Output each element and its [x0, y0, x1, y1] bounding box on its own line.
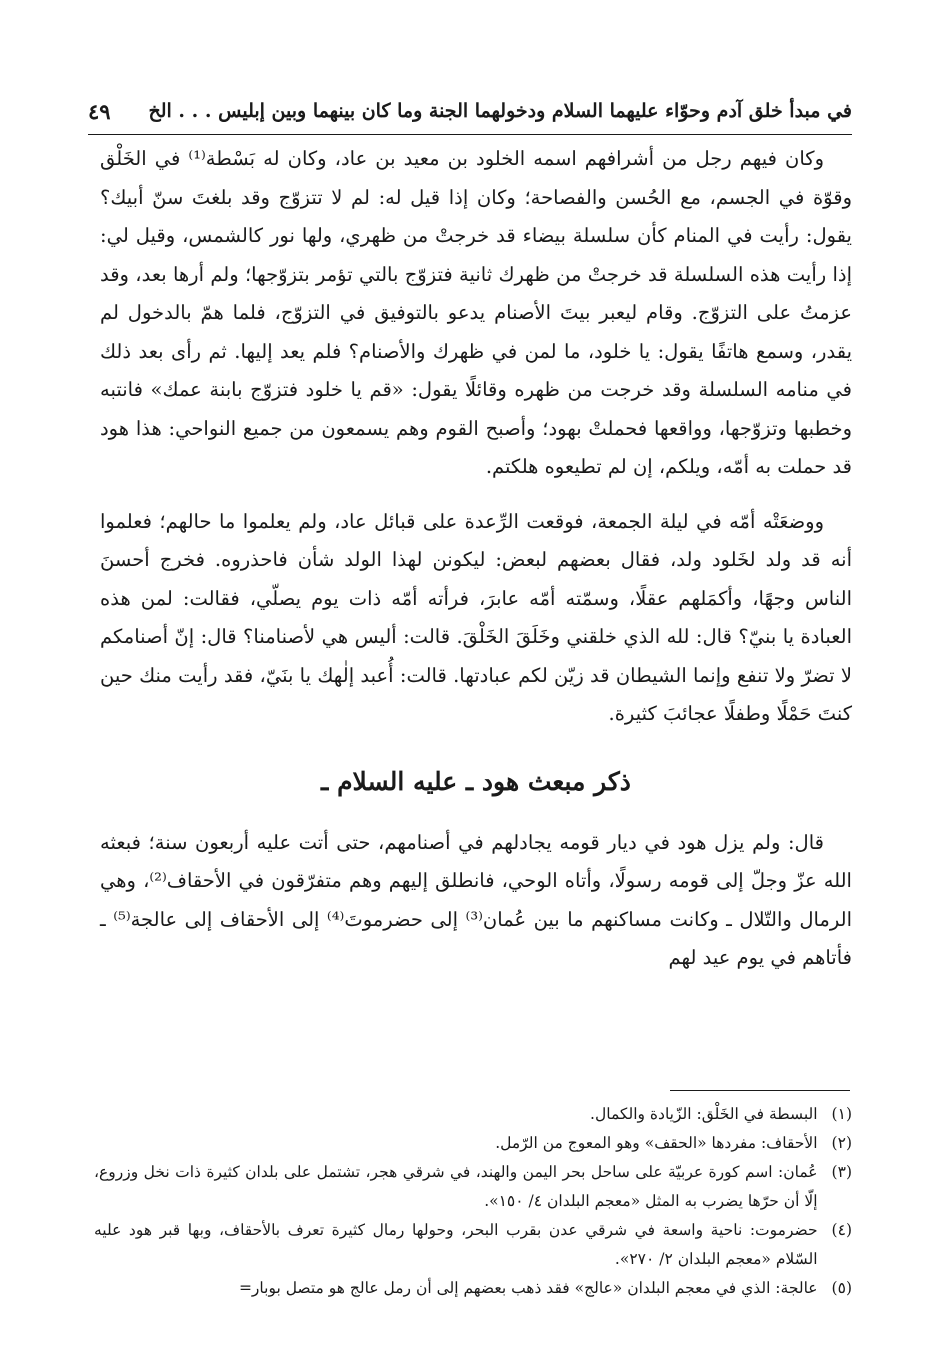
footnote-4	[94, 1216, 852, 1274]
footnote-number: (٥)	[831, 1279, 852, 1297]
footnote-text: البسطة في الخَلْق: الزّيادة والكمال.	[590, 1105, 818, 1123]
footnote-number: (٣)	[831, 1163, 852, 1181]
main-text	[100, 140, 852, 978]
footnote-text: حضرموت: ناحية واسعة في شرقي عدن بقرب البحر، وحولها رمال كثيرة تعرف بالأحقاف، وبها قبر هود عليه السّلام «معجم البلدان ٢/ ٢٧٠».	[94, 1221, 818, 1268]
paragraph-hud-birth: ووضعَتْه أمّه في ليلة الجمعة، فوقعت الرِّعدة على قبائل عاد، ولم يعلموا ما حالهم؛ فعلموا أنه قد ولد لخَلود ولد، فقال بعضهم لبعض: ليكونن لهذا الولد شأن فاحذروه. فخرج أحسنَ الناس وجهًا، وأكمَلهم عقلًا، وسمّته أمّه عابرَ، فرأته أمّه ذات يوم يصلّي، فقالت: لمن هذه العبادة يا بنيّ؟ قال: لله الذي خلقني وخَلَقَ الخَلْقَ. قالت: أليس هي لأصنامنا؟ قال: إنّ أصنامكم لا تضرّ ولا تنفع وإنما الشيطان قد زيّن لكم عبادتها. قالت: أُعبد إلٰهك يا بنَيّ، فقد رأيت منك حين كنتَ حَمْلًا وطفلًا عجائبَ كثيرة.	[100, 509, 852, 725]
footnote-text: الأحقاف: مفردها «الحقف» وهو المعوج من الرّمل.	[495, 1134, 818, 1152]
footnote-2	[94, 1129, 852, 1158]
footnote-5	[94, 1274, 852, 1303]
section-heading: ذكر مبعث هود ـ عليه السلام ـ	[321, 766, 631, 796]
footnotes	[94, 1100, 852, 1303]
footnote-3	[94, 1158, 852, 1216]
paragraph-khulud: وكان فيهم رجل من أشرافهم اسمه الخلود بن معيد بن عاد، وكان له بَسْطة⁽¹⁾ في الخَلْق وقوّة في الجسم، مع الحُسن والفصاحة؛ وكان إذا قيل له: لم لا تتزوّج وقد بلغتَ سنّ أبيك؟ يقول: رأيت في المنام كأن سلسلة بيضاء قد خرجتْ من ظهري، ولها نور كالشمس، وقيل لي: إذا رأيت هذه السلسلة قد خرجتْ من ظهرك ثانية فتزوّج بالتي تؤمر بتزوّجها؛ ولم أرها بعد، وقد عزمتُ على التزوّج. وقام ليعبر بيتَ الأصنام يدعو بالتوفيق في التزوّج، فلما همّ بالدخول لم يقدر، وسمع هاتفًا يقول: يا خلود، ما لمن في ظهرك والأصنام؟ فلم يعد إليها. ثم رأى بعد ذلك في منامه السلسلة وقد خرجت من ظهره وقائلًا يقول: «قم يا خلود فتزوّج بابنة عمك» فانتبه وخطبها وتزوّجها، وواقعها فحملتْ بهود؛ وأصبح القوم وهم يسمعون من جميع النواحي: هذا هود قد حملت به أمّه، ويلكم، إن لم تطيعوه هلكتم.	[100, 147, 852, 478]
footnote-number: (٤)	[831, 1221, 852, 1239]
footnote-text: عالجة: الذي في معجم البلدان «عالج» فقد ذهب بعضهم إلى أن رمل عالج هو متصل بوبار=	[238, 1279, 818, 1297]
footnote-separator	[670, 1090, 850, 1091]
running-header-title: في مبدأ خلق آدم وحوّاء عليهما السلام ودخولهما الجنة وما كان بينهما وبين إبليس . . . الخ	[148, 100, 852, 122]
page-number: ٤٩	[88, 98, 111, 124]
running-header	[88, 88, 852, 135]
footnote-number: (١)	[831, 1105, 852, 1123]
footnote-number: (٢)	[831, 1134, 852, 1152]
footnote-text: عُمان: اسم كورة عربيّة على ساحل بحر اليمن والهند، في شرقي هجر، تشتمل على بلدان كثيرة ذات نخل وزروع، إلّا أن حرّها يضرب به المثل «معجم البلدان ٤/ ١٥٠».	[94, 1163, 818, 1210]
footnote-1	[94, 1100, 852, 1129]
paragraph-hud-mission: قال: ولم يزل هود في ديار قومه يجادلهم في أصنامهم، حتى أتت عليه أربعون سنة؛ فبعثه الله عزّ وجلّ إلى قومه رسولًا، وأتاه الوحي، فانطلق إليهم وهم متفرّقون في الأحقاف⁽²⁾، وهي الرمال والتّلال ـ وكانت مساكنهم ما بين عُمان⁽³⁾ إلى حضرموتَ⁽⁴⁾ إلى الأحقاف إلى عالجة⁽⁵⁾ ـ فأتاهم في يوم عيد لهم	[100, 830, 852, 969]
